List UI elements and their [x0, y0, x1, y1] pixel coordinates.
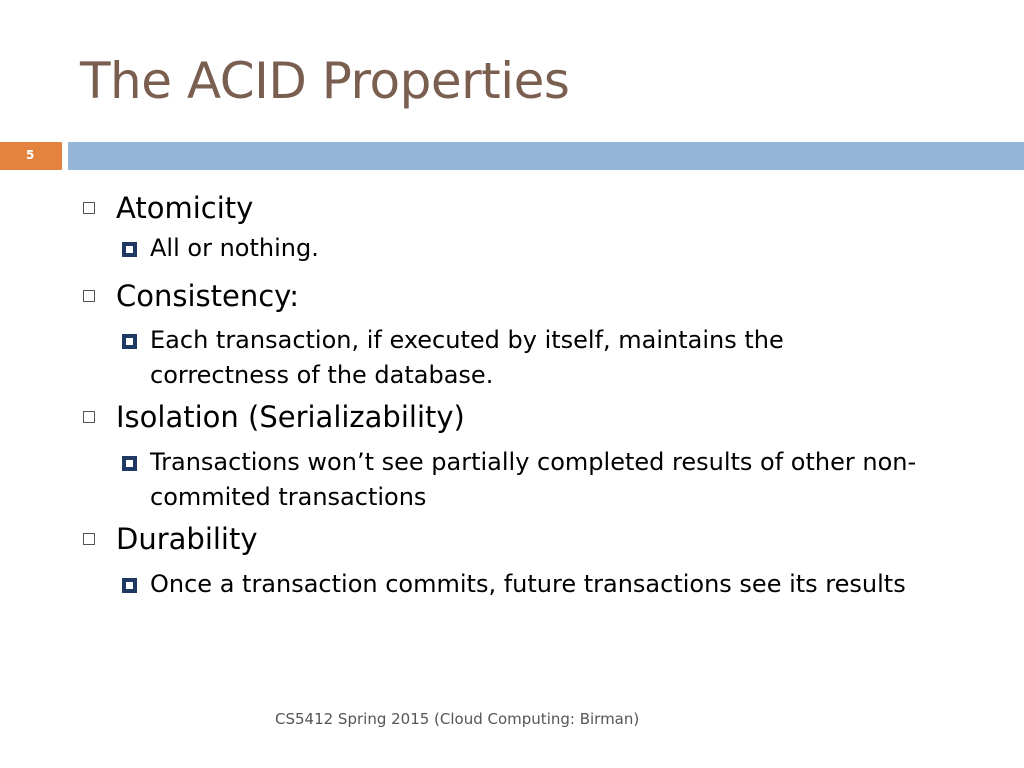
bullet-list [80, 188, 1000, 608]
header-bar [68, 142, 1024, 170]
bullet-durability [80, 521, 1000, 557]
filled-square-bullet-icon [122, 334, 137, 349]
sub-bullet-text: All or nothing. [150, 234, 319, 262]
bullet-isolation [80, 399, 1000, 435]
bullet-consistency [80, 278, 1000, 314]
slide-title: The ACID Properties [80, 52, 570, 110]
bullet-heading: Isolation (Serializability) [116, 400, 465, 434]
filled-square-bullet-icon [122, 456, 137, 471]
filled-square-bullet-icon [122, 242, 137, 257]
hollow-square-bullet-icon [83, 202, 95, 214]
bullet-heading: Durability [116, 522, 258, 556]
hollow-square-bullet-icon [83, 290, 95, 302]
hollow-square-bullet-icon [83, 411, 95, 423]
slide-number: 5 [26, 148, 35, 162]
bullet-heading: Atomicity [116, 191, 254, 225]
sub-bullet-consistency [80, 323, 870, 393]
sub-bullet-text: Once a transaction commits, future transactions see its results [150, 570, 906, 598]
bullet-heading: Consistency: [116, 279, 300, 313]
bullet-atomicity [80, 190, 1000, 226]
sub-bullet-durability [80, 567, 1000, 602]
sub-bullet-text: Each transaction, if executed by itself, maintains the correctness of the database. [150, 326, 784, 389]
hollow-square-bullet-icon [83, 533, 95, 545]
slide-footer: CS5412 Spring 2015 (Cloud Computing: Birman) [275, 710, 640, 728]
sub-bullet-atomicity [80, 231, 1000, 266]
sub-bullet-text: Transactions won’t see partially completed results of other non-commited transactions [150, 448, 917, 511]
sub-bullet-isolation [80, 445, 950, 515]
filled-square-bullet-icon [122, 578, 137, 593]
